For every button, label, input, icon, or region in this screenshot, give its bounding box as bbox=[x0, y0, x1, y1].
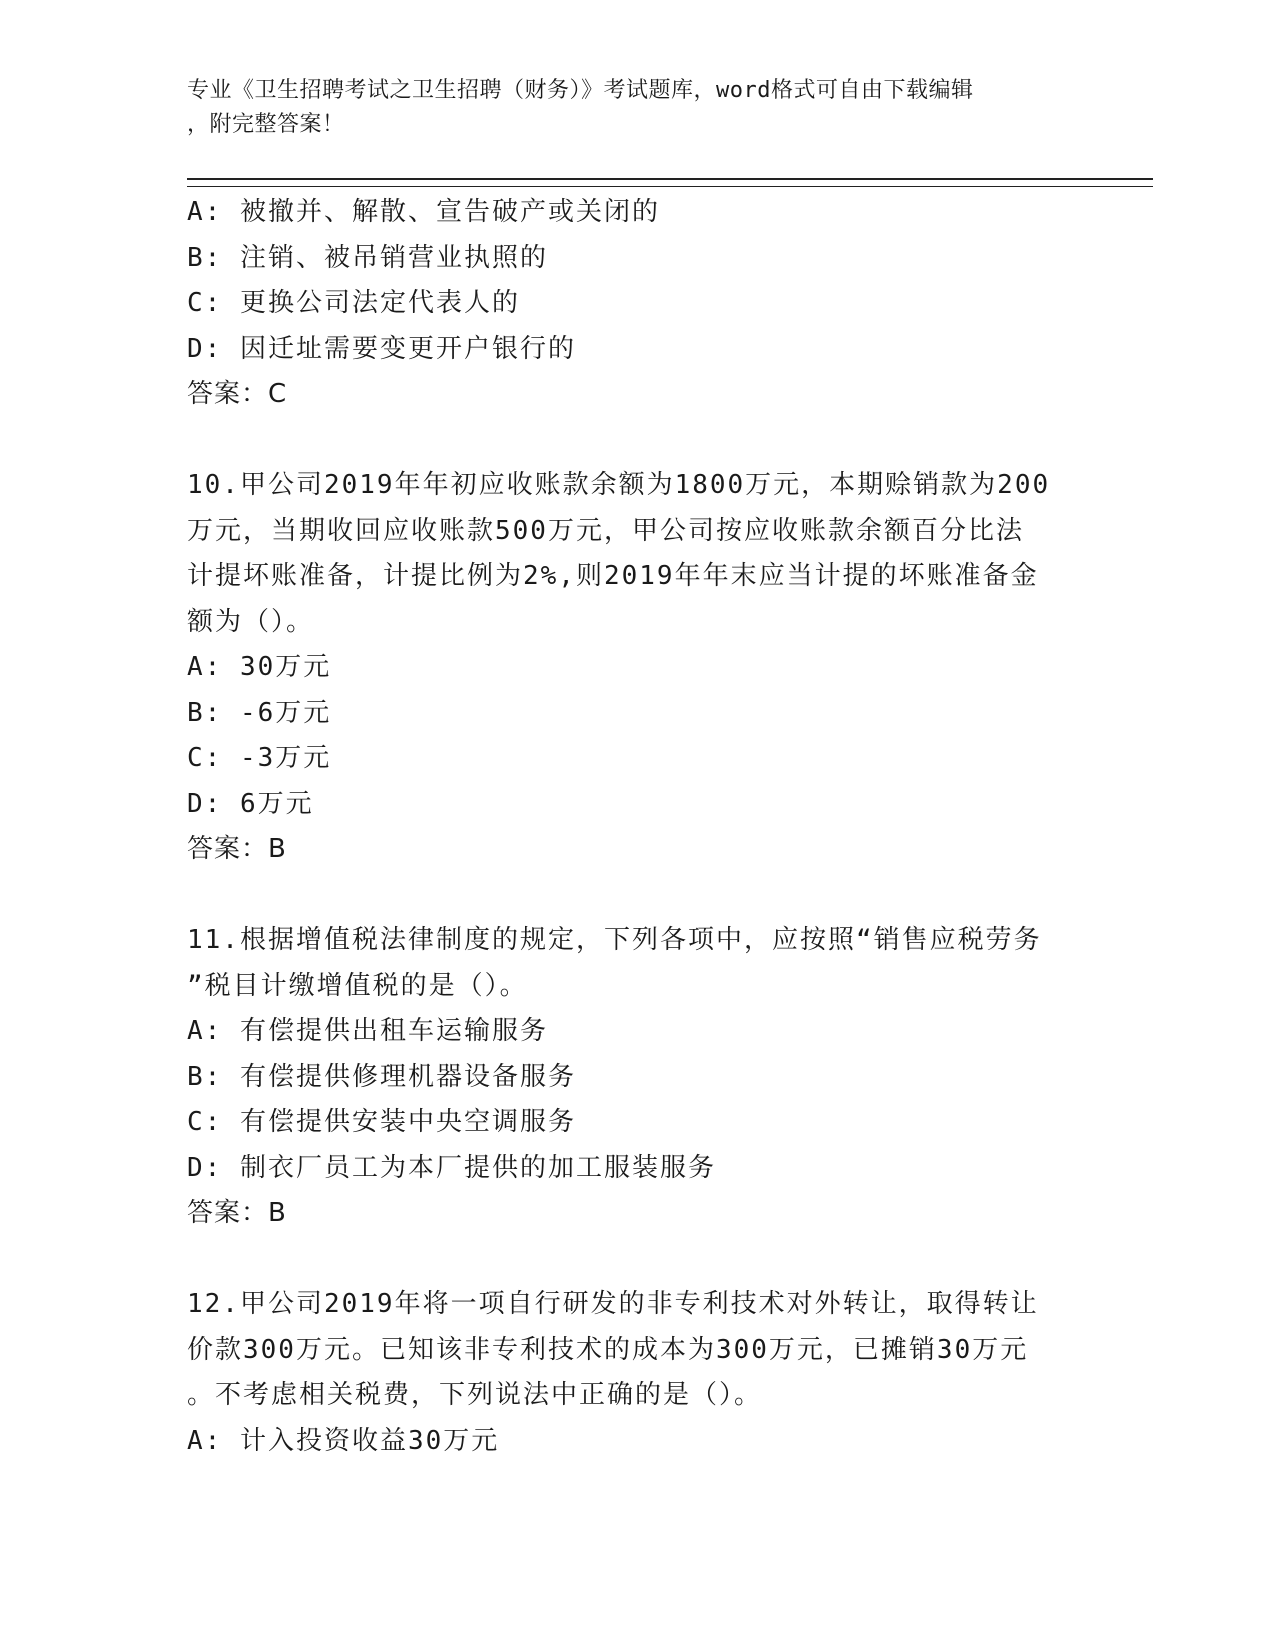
option-a: A: 计入投资收益30万元 bbox=[187, 1425, 500, 1456]
option-b: B: 注销、被吊销营业执照的 bbox=[187, 242, 548, 273]
document-header bbox=[187, 74, 1077, 142]
question-stem-line: 额为（）。 bbox=[187, 606, 315, 637]
answer: 答案：C bbox=[187, 379, 288, 409]
spacer bbox=[187, 418, 1087, 464]
option-c: C: 有偿提供安装中央空调服务 bbox=[187, 1107, 576, 1137]
option-a: A: 被撤并、解散、宣告破产或关闭的 bbox=[187, 197, 660, 227]
answer: 答案：B bbox=[187, 834, 287, 864]
option-d: D: 制衣厂员工为本厂提供的加工服装服务 bbox=[187, 1152, 716, 1183]
spacer bbox=[187, 1237, 1087, 1283]
question-stem-line: 价款300万元。已知该非专利技术的成本为300万元，已摊销30万元 bbox=[187, 1334, 1029, 1365]
option-d: D: 因迁址需要变更开户银行的 bbox=[187, 333, 576, 364]
option-a: A: 30万元 bbox=[187, 652, 332, 682]
header-line-1: 专业《卫生招聘考试之卫生招聘（财务）》考试题库，word格式可自由下载编辑 bbox=[187, 78, 974, 103]
answer: 答案：B bbox=[187, 1198, 287, 1228]
question-stem-line: 10.甲公司2019年年初应收账款余额为1800万元，本期赊销款为200 bbox=[187, 470, 1051, 500]
header-divider bbox=[187, 178, 1153, 187]
question-11 bbox=[187, 918, 1087, 1237]
option-b: B: -6万元 bbox=[187, 697, 332, 728]
question-stem-line: 万元，当期收回应收账款500万元，甲公司按应收账款余额百分比法 bbox=[187, 515, 1024, 546]
question-list bbox=[187, 190, 1087, 1464]
question-10 bbox=[187, 463, 1087, 873]
question-12 bbox=[187, 1282, 1087, 1464]
question-9 bbox=[187, 190, 1087, 418]
question-stem-line: 12.甲公司2019年将一项自行研发的非专利技术对外转让，取得转让 bbox=[187, 1289, 1039, 1319]
option-b: B: 有偿提供修理机器设备服务 bbox=[187, 1061, 576, 1092]
option-d: D: 6万元 bbox=[187, 788, 314, 819]
option-c: C: 更换公司法定代表人的 bbox=[187, 288, 520, 318]
question-stem-line: 计提坏账准备，计提比例为2%,则2019年年末应当计提的坏账准备金 bbox=[187, 561, 1039, 591]
option-c: C: -3万元 bbox=[187, 743, 332, 773]
question-stem-line: 。不考虑相关税费，下列说法中正确的是（）。 bbox=[187, 1380, 763, 1410]
question-stem-line: ”税目计缴增值税的是（）。 bbox=[187, 970, 528, 1001]
question-stem-line: 11.根据增值税法律制度的规定，下列各项中，应按照“销售应税劳务 bbox=[187, 925, 1042, 955]
header-line-2: ，附完整答案！ bbox=[187, 112, 345, 137]
spacer bbox=[187, 873, 1087, 919]
option-a: A: 有偿提供出租车运输服务 bbox=[187, 1016, 548, 1046]
